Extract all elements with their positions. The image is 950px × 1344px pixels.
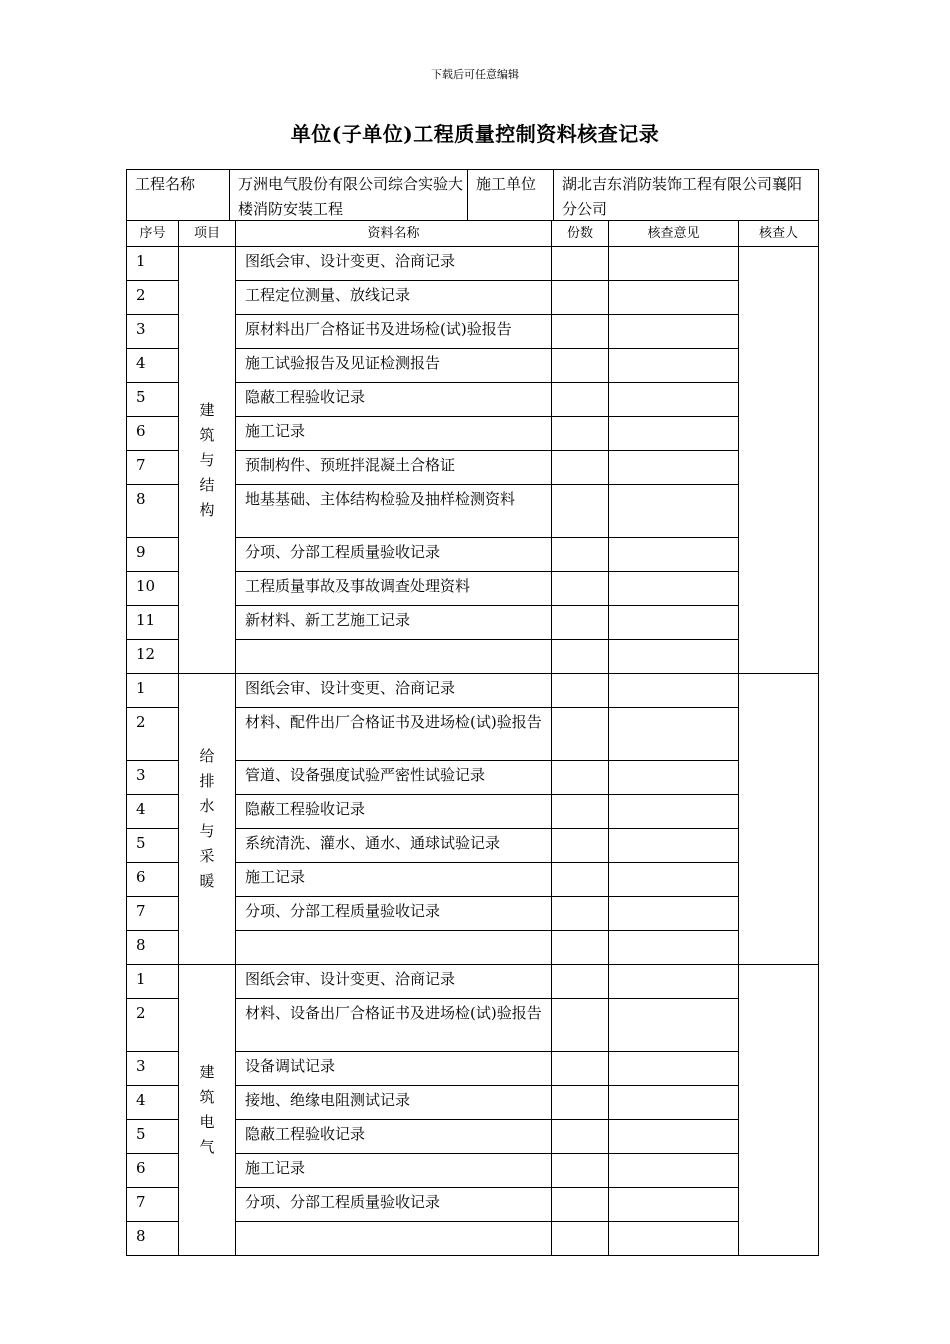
project-info-cell xyxy=(127,170,819,221)
row-number: 1 xyxy=(127,965,179,999)
document-name: 新材料、新工艺施工记录 xyxy=(236,606,552,640)
document-name xyxy=(236,1222,552,1256)
document-name: 材料、配件出厂合格证书及进场检(试)验报告 xyxy=(236,708,552,761)
document-name: 施工记录 xyxy=(236,863,552,897)
opinion-cell[interactable] xyxy=(609,863,739,897)
opinion-cell[interactable] xyxy=(609,606,739,640)
section-category-label: 给排水与采暖 xyxy=(199,747,215,890)
col-header-doc-name: 资料名称 xyxy=(236,221,552,247)
section-category-label: 建筑与结构 xyxy=(199,400,215,519)
checker-cell[interactable] xyxy=(739,247,819,674)
copies-cell[interactable] xyxy=(552,897,609,931)
table-row xyxy=(127,674,819,708)
row-number: 3 xyxy=(127,1052,179,1086)
quality-control-table xyxy=(126,169,819,1256)
document-name: 图纸会审、设计变更、洽商记录 xyxy=(236,674,552,708)
copies-cell[interactable] xyxy=(552,538,609,572)
copies-cell[interactable] xyxy=(552,999,609,1052)
row-number: 4 xyxy=(127,349,179,383)
document-name: 图纸会审、设计变更、洽商记录 xyxy=(236,965,552,999)
copies-cell[interactable] xyxy=(552,451,609,485)
document-name: 管道、设备强度试验严密性试验记录 xyxy=(236,761,552,795)
row-number: 1 xyxy=(127,247,179,281)
document-name: 隐蔽工程验收记录 xyxy=(236,383,552,417)
section-category xyxy=(179,247,236,674)
document-name: 系统清洗、灌水、通水、通球试验记录 xyxy=(236,829,552,863)
copies-cell[interactable] xyxy=(552,1086,609,1120)
col-header-no: 序号 xyxy=(127,221,179,247)
copies-cell[interactable] xyxy=(552,1154,609,1188)
checker-cell[interactable] xyxy=(739,965,819,1256)
copies-cell[interactable] xyxy=(552,640,609,674)
opinion-cell[interactable] xyxy=(609,761,739,795)
row-number: 9 xyxy=(127,538,179,572)
row-number: 6 xyxy=(127,863,179,897)
copies-cell[interactable] xyxy=(552,281,609,315)
row-number: 8 xyxy=(127,931,179,965)
copies-cell[interactable] xyxy=(552,795,609,829)
opinion-cell[interactable] xyxy=(609,315,739,349)
copies-cell[interactable] xyxy=(552,315,609,349)
copies-cell[interactable] xyxy=(552,708,609,761)
col-header-category: 项目 xyxy=(179,221,236,247)
document-name: 材料、设备出厂合格证书及进场检(试)验报告 xyxy=(236,999,552,1052)
document-name: 分项、分部工程质量验收记录 xyxy=(236,897,552,931)
opinion-cell[interactable] xyxy=(609,485,739,538)
section-category xyxy=(179,674,236,965)
section-category xyxy=(179,965,236,1256)
page-title: 单位(子单位)工程质量控制资料核查记录 xyxy=(290,122,660,146)
row-number: 6 xyxy=(127,417,179,451)
opinion-cell[interactable] xyxy=(609,451,739,485)
opinion-cell[interactable] xyxy=(609,538,739,572)
document-name: 施工记录 xyxy=(236,1154,552,1188)
row-number: 7 xyxy=(127,897,179,931)
opinion-cell[interactable] xyxy=(609,1052,739,1086)
row-number: 4 xyxy=(127,1086,179,1120)
copies-cell[interactable] xyxy=(552,1222,609,1256)
row-number: 10 xyxy=(127,572,179,606)
opinion-cell[interactable] xyxy=(609,999,739,1052)
opinion-cell[interactable] xyxy=(609,281,739,315)
copies-cell[interactable] xyxy=(552,485,609,538)
opinion-cell[interactable] xyxy=(609,1154,739,1188)
row-number: 5 xyxy=(127,829,179,863)
copies-cell[interactable] xyxy=(552,1052,609,1086)
opinion-cell[interactable] xyxy=(609,795,739,829)
row-number: 1 xyxy=(127,674,179,708)
row-number: 8 xyxy=(127,1222,179,1256)
opinion-cell[interactable] xyxy=(609,572,739,606)
row-number: 3 xyxy=(127,315,179,349)
copies-cell[interactable] xyxy=(552,931,609,965)
column-header-row xyxy=(127,221,819,247)
opinion-cell[interactable] xyxy=(609,897,739,931)
copies-cell[interactable] xyxy=(552,572,609,606)
document-name: 隐蔽工程验收记录 xyxy=(236,795,552,829)
copies-cell[interactable] xyxy=(552,349,609,383)
opinion-cell[interactable] xyxy=(609,1222,739,1256)
contractor-label: 施工单位 xyxy=(468,170,554,220)
document-name: 原材料出厂合格证书及进场检(试)验报告 xyxy=(236,315,552,349)
document-name: 施工记录 xyxy=(236,417,552,451)
document-name: 设备调试记录 xyxy=(236,1052,552,1086)
copies-cell[interactable] xyxy=(552,1120,609,1154)
document-name xyxy=(236,640,552,674)
document-name: 工程定位测量、放线记录 xyxy=(236,281,552,315)
table-row xyxy=(127,247,819,281)
opinion-cell[interactable] xyxy=(609,931,739,965)
opinion-cell[interactable] xyxy=(609,1188,739,1222)
row-number: 2 xyxy=(127,999,179,1052)
opinion-cell[interactable] xyxy=(609,708,739,761)
opinion-cell[interactable] xyxy=(609,1120,739,1154)
row-number: 12 xyxy=(127,640,179,674)
opinion-cell[interactable] xyxy=(609,247,739,281)
document-name: 地基基础、主体结构检验及抽样检测资料 xyxy=(236,485,552,538)
header-note: 下载后可任意编辑 xyxy=(431,68,519,81)
copies-cell[interactable] xyxy=(552,247,609,281)
project-name-label: 工程名称 xyxy=(127,170,230,220)
table-row xyxy=(127,965,819,999)
opinion-cell[interactable] xyxy=(609,965,739,999)
row-number: 6 xyxy=(127,1154,179,1188)
copies-cell[interactable] xyxy=(552,674,609,708)
col-header-opinion: 核查意见 xyxy=(609,221,739,247)
project-info-row xyxy=(127,170,819,221)
row-number: 11 xyxy=(127,606,179,640)
col-header-copies: 份数 xyxy=(552,221,609,247)
opinion-cell[interactable] xyxy=(609,640,739,674)
copies-cell[interactable] xyxy=(552,383,609,417)
row-number: 7 xyxy=(127,451,179,485)
row-number: 5 xyxy=(127,1120,179,1154)
copies-cell[interactable] xyxy=(552,606,609,640)
document-name: 图纸会审、设计变更、洽商记录 xyxy=(236,247,552,281)
document-name: 预制构件、预班拌混凝土合格证 xyxy=(236,451,552,485)
document-name: 工程质量事故及事故调查处理资料 xyxy=(236,572,552,606)
contractor-value: 湖北吉东消防装饰工程有限公司襄阳分公司 xyxy=(562,175,803,218)
document-name: 分项、分部工程质量验收记录 xyxy=(236,538,552,572)
document-name: 施工试验报告及见证检测报告 xyxy=(236,349,552,383)
project-name-value: 万洲电气股份有限公司综合实验大楼消防安装工程 xyxy=(230,170,468,220)
copies-cell[interactable] xyxy=(552,761,609,795)
document-name: 隐蔽工程验收记录 xyxy=(236,1120,552,1154)
copies-cell[interactable] xyxy=(552,1188,609,1222)
row-number: 7 xyxy=(127,1188,179,1222)
opinion-cell[interactable] xyxy=(609,417,739,451)
row-number: 5 xyxy=(127,383,179,417)
copies-cell[interactable] xyxy=(552,417,609,451)
copies-cell[interactable] xyxy=(552,863,609,897)
row-number: 2 xyxy=(127,708,179,761)
document-name xyxy=(236,931,552,965)
opinion-cell[interactable] xyxy=(609,829,739,863)
col-header-checker: 核查人 xyxy=(739,221,819,247)
checker-cell[interactable] xyxy=(739,674,819,965)
copies-cell[interactable] xyxy=(552,829,609,863)
row-number: 2 xyxy=(127,281,179,315)
opinion-cell[interactable] xyxy=(609,383,739,417)
row-number: 4 xyxy=(127,795,179,829)
opinion-cell[interactable] xyxy=(609,1086,739,1120)
copies-cell[interactable] xyxy=(552,965,609,999)
section-category-label: 建筑电气 xyxy=(199,1063,215,1156)
document-name: 接地、绝缘电阻测试记录 xyxy=(236,1086,552,1120)
opinion-cell[interactable] xyxy=(609,349,739,383)
row-number: 8 xyxy=(127,485,179,538)
document-name: 分项、分部工程质量验收记录 xyxy=(236,1188,552,1222)
opinion-cell[interactable] xyxy=(609,674,739,708)
row-number: 3 xyxy=(127,761,179,795)
